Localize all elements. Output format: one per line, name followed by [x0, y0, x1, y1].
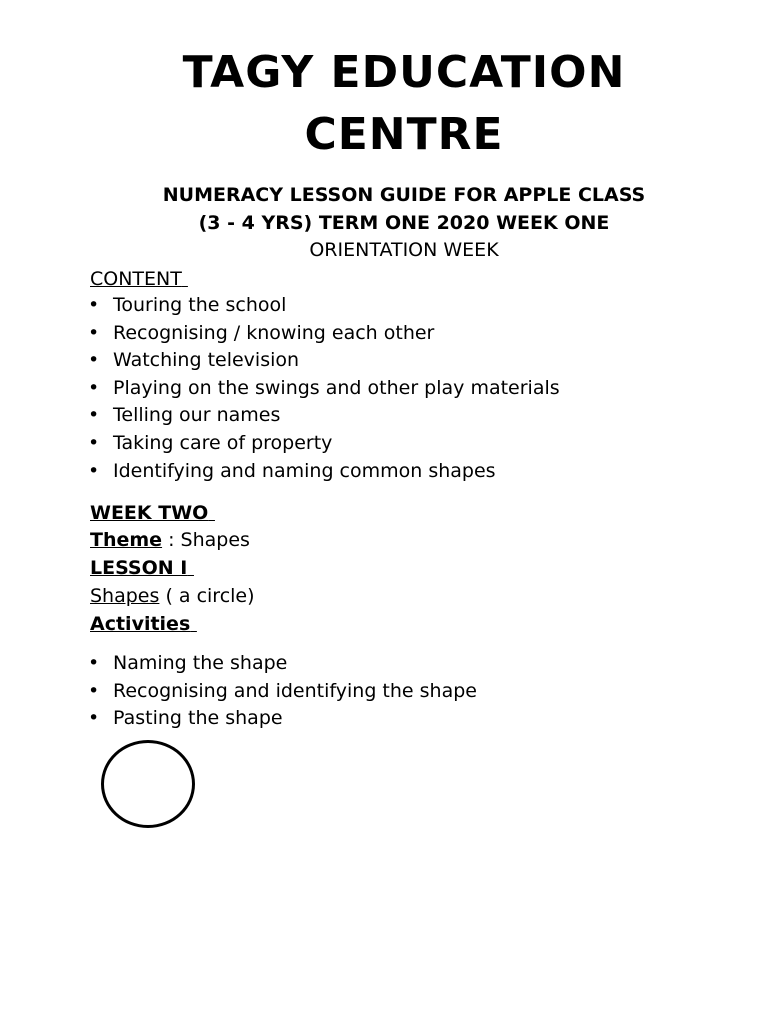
theme-value: : Shapes: [162, 529, 250, 551]
subtitle-line-2: (3 - 4 YRS) TERM ONE 2020 WEEK ONE: [198, 212, 610, 234]
bullet-icon: •: [88, 294, 100, 316]
activities-heading: [90, 610, 197, 638]
list-item-text: Touring the school: [113, 294, 287, 316]
list-item-text: Naming the shape: [113, 652, 288, 674]
lesson-heading: [90, 554, 194, 582]
bullet-icon: •: [88, 376, 100, 399]
list-item-text: Playing on the swings and other play materials: [113, 376, 560, 399]
list-item: [88, 430, 560, 458]
bullet-icon: •: [88, 349, 100, 372]
list-item-text: Watching television: [113, 349, 300, 372]
list-item: [88, 678, 477, 706]
bullet-icon: •: [88, 652, 100, 674]
bullet-icon: •: [88, 679, 100, 702]
content-list: [88, 292, 560, 485]
shapes-label: Shapes: [90, 585, 160, 607]
bullet-icon: •: [88, 431, 100, 454]
list-item-text: Identifying and naming common shapes: [113, 459, 496, 482]
list-item-text: Telling our names: [113, 404, 281, 427]
bullet-icon: •: [88, 404, 100, 427]
orientation-week-label: ORIENTATION WEEK: [309, 239, 499, 261]
shapes-line: [90, 582, 255, 610]
circle-shape-icon: [101, 740, 195, 828]
bullet-icon: •: [88, 459, 100, 482]
list-item-text: Taking care of property: [113, 431, 333, 454]
school-title: [104, 42, 704, 166]
theme-label: Theme: [90, 529, 163, 551]
list-item: [88, 705, 477, 733]
shapes-value: ( a circle): [159, 585, 255, 607]
bullet-icon: •: [88, 321, 100, 344]
list-item: [88, 375, 560, 403]
week-two-heading: [90, 499, 215, 527]
list-item: [88, 320, 560, 348]
list-item: [88, 347, 560, 375]
subtitle-line-1: NUMERACY LESSON GUIDE FOR APPLE CLASS: [162, 184, 646, 206]
week-two-heading-text: WEEK TWO: [90, 502, 209, 524]
list-item: [88, 650, 477, 678]
bullet-icon: •: [88, 707, 100, 730]
school-title-line-1: TAGY EDUCATION: [182, 47, 626, 98]
activities-list: [88, 650, 477, 733]
list-item: [88, 402, 560, 430]
activities-heading-text: Activities: [90, 613, 191, 635]
school-title-line-2: CENTRE: [304, 109, 504, 160]
theme-line: [90, 526, 250, 554]
list-item: [88, 292, 560, 320]
list-item-text: Pasting the shape: [113, 707, 283, 730]
list-item: [88, 458, 560, 486]
lesson-guide-subtitle: [104, 181, 704, 237]
lesson-heading-text: LESSON I: [90, 557, 188, 579]
content-heading-text: CONTENT: [90, 268, 182, 290]
content-heading: [90, 265, 188, 293]
list-item-text: Recognising and identifying the shape: [113, 679, 477, 702]
list-item-text: Recognising / knowing each other: [113, 321, 435, 344]
